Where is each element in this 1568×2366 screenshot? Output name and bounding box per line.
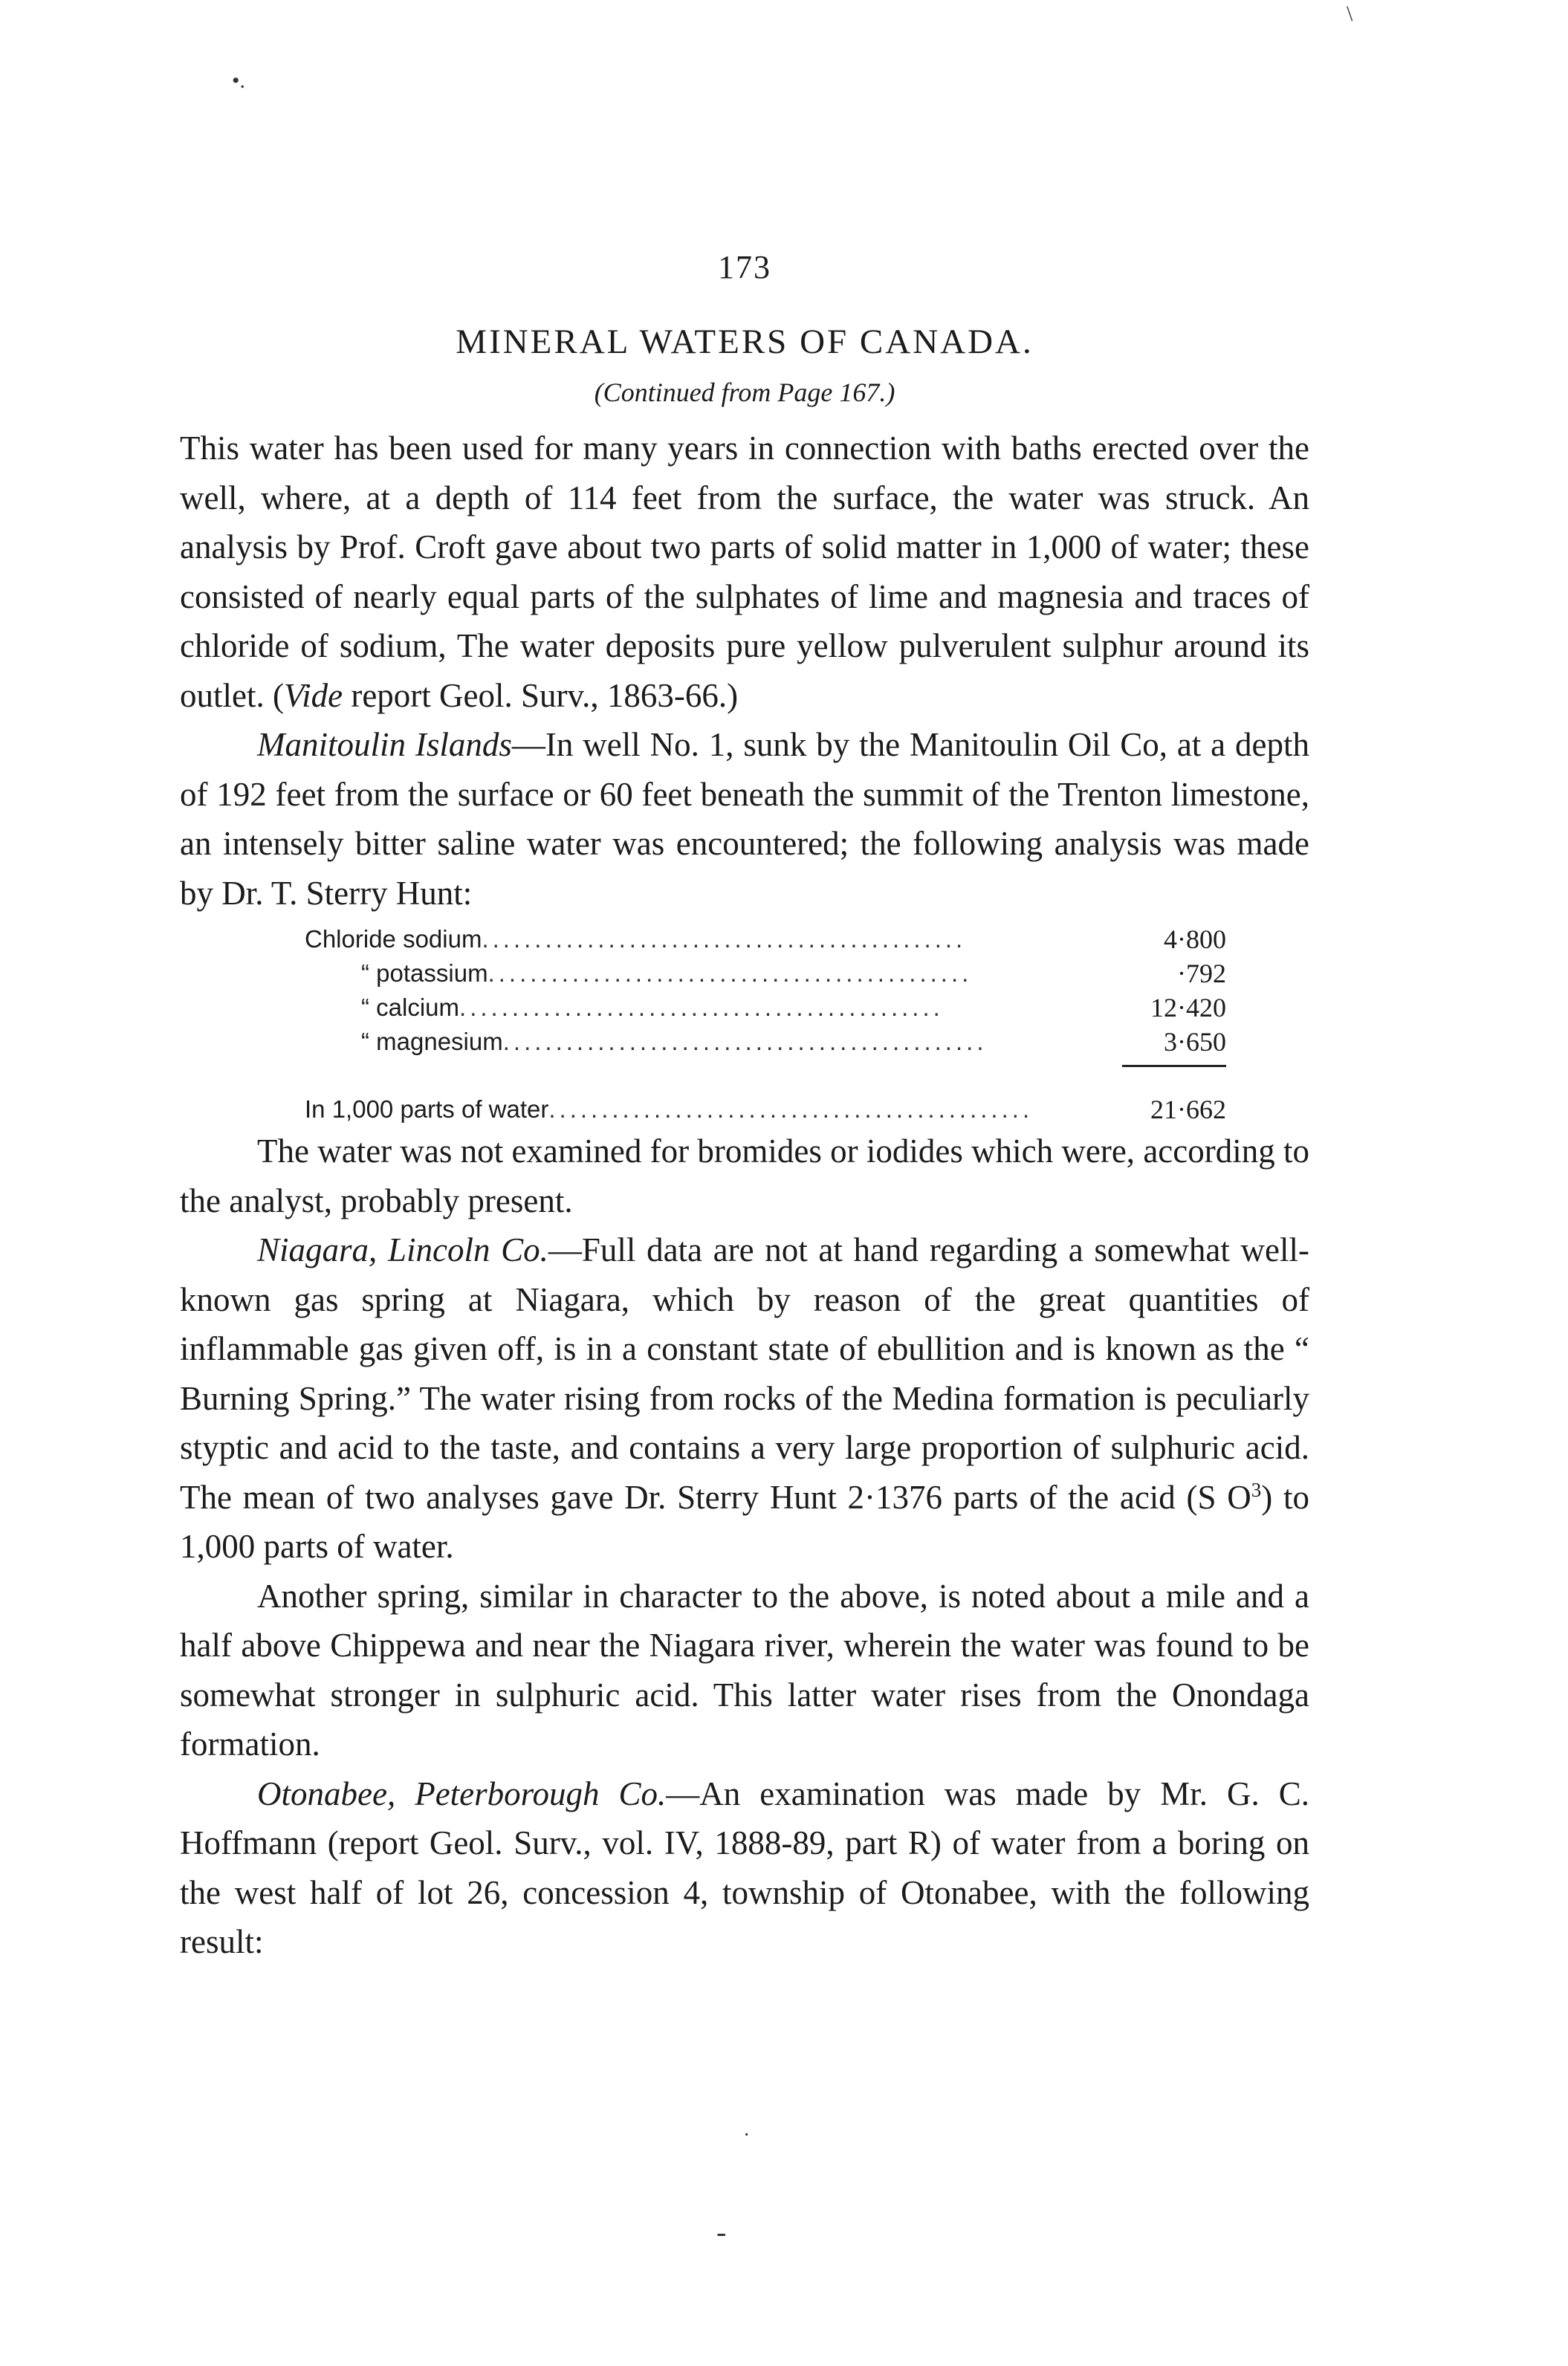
stray-mark: \ — [1347, 1, 1353, 26]
paragraph-text: —In well No. 1, sunk by the Manitoulin Oil Co, at a depth of 192 feet from the surface or 60 feet beneath the summit of the Trenton limestone, an intensely bitter saline water was encountered; the following analysis was made by Dr. T. Sterry Hunt: — [180, 726, 1309, 912]
row-label: “ calcium — [361, 994, 460, 1021]
paragraph-intro — [180, 424, 1309, 720]
total-value: 21·662 — [1150, 1095, 1226, 1124]
analysis-table — [305, 922, 1226, 1127]
paragraph-text-end: report Geol. Surv., 1863-66.) — [343, 676, 739, 714]
table-row: Chloride sodium.............................................. 4·800 — [305, 922, 1226, 956]
section-heading: Manitoulin Islands — [257, 726, 512, 763]
paragraph-text: —Full data are not at hand regarding a somewhat well-known gas spring at Niagara, which by reason of the great quantities of inflammable gas given off, is in a constant state of ebullition and is known as the “ Burning Spring.” The water rising from rocks of the Medina formation is peculiarly styptic and acid to the taste, and contains a very large proportion of sulphuric acid. The mean of two analyses gave Dr. Sterry Hunt 2·1376 parts of the acid (S O — [180, 1231, 1309, 1516]
paragraph-text: This water has been used for many years in connection with baths erected over the well, where, at a depth of 114 feet from the surface, the water was struck. An analysis by Prof. Croft gave about two parts of solid matter in 1,000 of water; these consisted of nearly equal parts of the sulphates of lime and magnesia and traces of chloride of sodium, The water deposits pure yellow pulverulent sulphur around its outlet. ( — [180, 430, 1309, 714]
page-number: 173 — [718, 249, 771, 285]
paragraph-bromides: The water was not examined for bromides or iodides which were, according to the analyst, probably present. — [180, 1132, 1309, 1219]
paragraph-niagara — [180, 1225, 1309, 1572]
paragraph-text: —An examination was made by Mr. G. C. Hoffmann (report Geol. Surv., vol. IV, 1888-89, part R) of water from a boring on the west half of lot 26, concession 4, township of Otonabee, with the following result: — [180, 1774, 1309, 1960]
paragraph-another-spring: Another spring, similar in character to the above, is noted about a mile and a half above Chippewa and near the Niagara river, wherein the water was found to be somewhat stronger in sulphuric acid. This latter water rises from the Onondaga formation. — [180, 1577, 1309, 1763]
paragraph-text-end: ) to 1,000 parts of water. — [180, 1478, 1309, 1565]
continued-note: (Continued from Page 167.) — [594, 377, 895, 407]
section-heading: Niagara, Lincoln Co. — [257, 1231, 548, 1268]
row-value: 3·650 — [1164, 1027, 1226, 1057]
row-label: “ potassium — [361, 959, 488, 987]
superscript: 3 — [1251, 1478, 1262, 1501]
table-row: “ calcium.............................................. 12·420 — [305, 991, 1226, 1025]
stray-mark: •. — [232, 68, 246, 93]
row-label: Chloride sodium — [305, 925, 482, 953]
table-row: “ magnesium.............................................. 3·650 — [305, 1025, 1226, 1059]
paragraph-manitoulin — [180, 720, 1309, 918]
total-row: In 1,000 parts of water.............................................. 21·662 — [305, 1067, 1226, 1127]
stray-mark: · — [743, 2124, 751, 2147]
section-heading: Otonabee, Peterborough Co. — [257, 1774, 667, 1812]
total-label: In 1,000 parts of water — [305, 1095, 549, 1123]
row-value: ·792 — [1177, 959, 1226, 988]
row-value: 12·420 — [1150, 993, 1226, 1022]
page-title: MINERAL WATERS OF CANADA. — [456, 323, 1034, 361]
table-row: “ potassium.............................................. ·792 — [305, 956, 1226, 991]
row-label: “ magnesium — [361, 1028, 503, 1055]
row-value: 4·800 — [1164, 924, 1226, 954]
stray-mark: - — [716, 2215, 727, 2249]
vide-text: Vide — [283, 676, 343, 714]
paragraph-otonabee — [180, 1769, 1309, 1967]
page-content — [180, 245, 1309, 1967]
